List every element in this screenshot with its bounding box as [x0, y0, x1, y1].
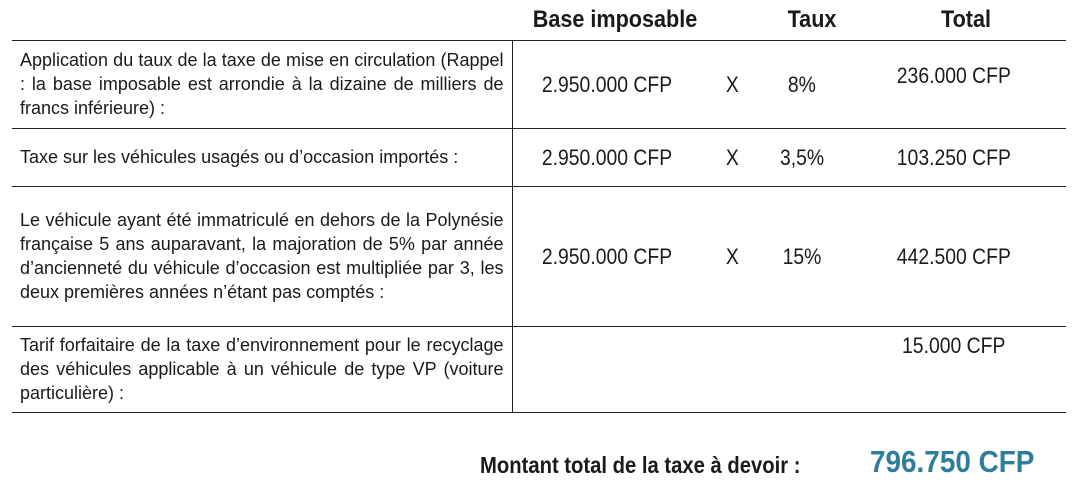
row-total [842, 41, 1066, 129]
row-base [512, 129, 702, 187]
row-total-value: 103.250 CFP [896, 144, 1012, 170]
row-rate [762, 327, 842, 413]
row-base [512, 327, 702, 413]
row-rate-value: 3,5% [779, 144, 825, 170]
row-base [512, 41, 702, 129]
row-rate [762, 129, 842, 187]
row-rate [762, 187, 842, 327]
row-operator [702, 327, 762, 413]
row-total [842, 187, 1066, 327]
header-base-imposable: Base imposable [532, 6, 698, 33]
summary-total-value: 796.750 CFP [870, 444, 1035, 479]
row-description: Taxe sur les véhicules usagés ou d’occasion importés : [12, 129, 512, 187]
row-operator-value: X [725, 71, 739, 97]
row-rate-value: 15% [782, 243, 822, 269]
row-operator-value: X [725, 144, 739, 170]
row-rate-value: 8% [788, 71, 816, 97]
row-operator [702, 129, 762, 187]
header-taux: Taux [787, 6, 837, 33]
row-total-value: 442.500 CFP [896, 243, 1012, 269]
tax-table [12, 40, 1066, 413]
table-row [12, 129, 1066, 187]
table-row [12, 187, 1066, 327]
summary-label: Montant total de la taxe à devoir : [480, 452, 801, 478]
row-operator-value: X [725, 243, 739, 269]
row-base-value: 2.950.000 CFP [542, 71, 673, 97]
row-base-value: 2.950.000 CFP [542, 243, 673, 269]
row-base-value: 2.950.000 CFP [542, 144, 673, 170]
row-description: Le véhicule ayant été immatriculé en dehors de la Polynésie française 5 ans auparavant, la majoration de 5% par année d’ancienneté du véhicule d’occasion est multipliée par 3, les deux premières années n’étant pas comptés : [12, 187, 512, 327]
table-row [12, 327, 1066, 413]
table-row [12, 41, 1066, 129]
header-total: Total [940, 6, 991, 33]
row-operator [702, 187, 762, 327]
row-rate [762, 41, 842, 129]
row-total [842, 327, 1066, 413]
row-total-value: 236.000 CFP [896, 62, 1012, 88]
row-operator [702, 41, 762, 129]
row-total-value: 15.000 CFP [902, 333, 1006, 358]
row-total [842, 129, 1066, 187]
row-description: Application du taux de la taxe de mise en circulation (Rappel : la base imposable est arrondie à la dizaine de milliers de francs inférieure) : [12, 41, 512, 129]
row-base [512, 187, 702, 327]
row-description: Tarif forfaitaire de la taxe d’environnement pour le recyclage des véhicules applicable à un véhicule de type VP (voiture particulière) : [12, 327, 512, 413]
